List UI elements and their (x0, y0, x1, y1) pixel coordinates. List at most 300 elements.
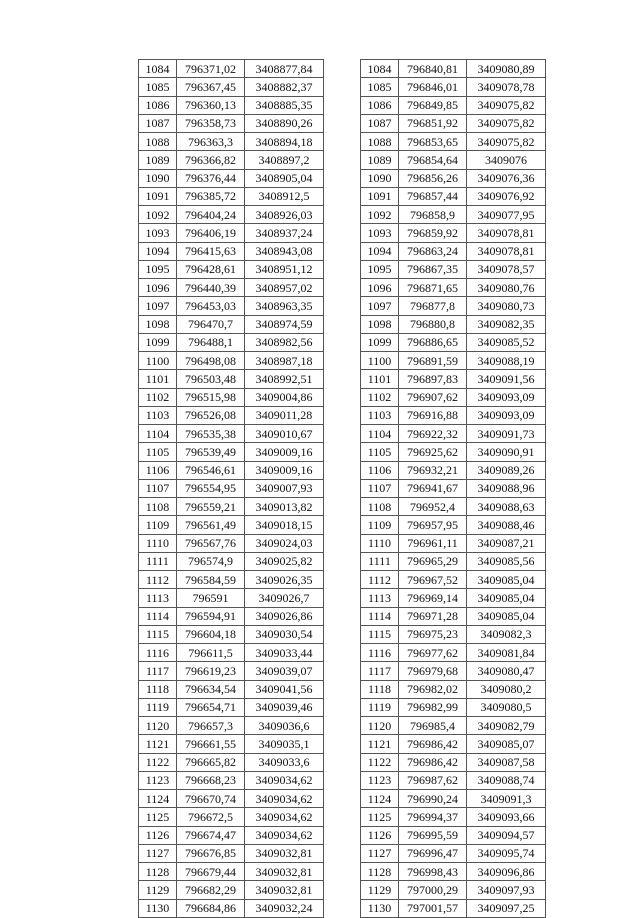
table-row (361, 808, 546, 826)
point-number-cell: 1130 (361, 899, 399, 917)
table-row (139, 461, 324, 479)
table-row (139, 534, 324, 552)
point-number-cell: 1088 (139, 133, 177, 151)
point-number-cell: 1109 (139, 516, 177, 534)
point-number-cell: 1100 (139, 352, 177, 370)
y-coordinate-cell: 3408937,24 (245, 224, 324, 242)
x-coordinate-cell: 796897,83 (399, 370, 467, 388)
table-row (139, 114, 324, 132)
y-coordinate-cell: 3409026,35 (245, 571, 324, 589)
x-coordinate-cell: 796859,92 (399, 224, 467, 242)
x-coordinate-cell: 796682,29 (177, 881, 245, 899)
table-row (139, 826, 324, 844)
x-coordinate-cell: 796567,76 (177, 534, 245, 552)
table-row (361, 169, 546, 187)
table-row (139, 78, 324, 96)
x-coordinate-cell: 796846,01 (399, 78, 467, 96)
table-row (139, 242, 324, 260)
coordinates-table-right (360, 59, 546, 918)
point-number-cell: 1089 (139, 151, 177, 169)
y-coordinate-cell: 3408963,35 (245, 297, 324, 315)
x-coordinate-cell: 796858,9 (399, 206, 467, 224)
point-number-cell: 1124 (361, 790, 399, 808)
point-number-cell: 1130 (139, 899, 177, 917)
point-number-cell: 1120 (139, 717, 177, 735)
y-coordinate-cell: 3409032,81 (245, 844, 324, 862)
x-coordinate-cell: 796851,92 (399, 114, 467, 132)
x-coordinate-cell: 796985,4 (399, 717, 467, 735)
table-row (361, 735, 546, 753)
y-coordinate-cell: 3409080,5 (467, 698, 546, 716)
table-row (361, 899, 546, 917)
x-coordinate-cell: 796561,49 (177, 516, 245, 534)
y-coordinate-cell: 3409085,04 (467, 589, 546, 607)
point-number-cell: 1112 (139, 571, 177, 589)
table-row (139, 589, 324, 607)
point-number-cell: 1102 (361, 388, 399, 406)
table-row (361, 881, 546, 899)
table-row (361, 498, 546, 516)
x-coordinate-cell: 796967,52 (399, 571, 467, 589)
point-number-cell: 1104 (361, 425, 399, 443)
y-coordinate-cell: 3409095,74 (467, 844, 546, 862)
point-number-cell: 1117 (139, 662, 177, 680)
table-row (139, 735, 324, 753)
x-coordinate-cell: 796385,72 (177, 187, 245, 205)
point-number-cell: 1128 (139, 863, 177, 881)
y-coordinate-cell: 3409094,57 (467, 826, 546, 844)
table-row (139, 863, 324, 881)
coordinates-table-left (138, 59, 324, 918)
y-coordinate-cell: 3408890,26 (245, 114, 324, 132)
table-row (361, 698, 546, 716)
table-row (361, 187, 546, 205)
x-coordinate-cell: 796886,65 (399, 333, 467, 351)
x-coordinate-cell: 797000,29 (399, 881, 467, 899)
y-coordinate-cell: 3409080,47 (467, 662, 546, 680)
y-coordinate-cell: 3409032,81 (245, 863, 324, 881)
y-coordinate-cell: 3409009,16 (245, 461, 324, 479)
y-coordinate-cell: 3409077,95 (467, 206, 546, 224)
point-number-cell: 1098 (361, 315, 399, 333)
point-number-cell: 1121 (361, 735, 399, 753)
point-number-cell: 1094 (361, 242, 399, 260)
point-number-cell: 1109 (361, 516, 399, 534)
y-coordinate-cell: 3409089,26 (467, 461, 546, 479)
point-number-cell: 1105 (361, 443, 399, 461)
y-coordinate-cell: 3408943,08 (245, 242, 324, 260)
table-row (139, 698, 324, 716)
x-coordinate-cell: 796367,45 (177, 78, 245, 96)
y-coordinate-cell: 3409093,09 (467, 388, 546, 406)
y-coordinate-cell: 3408882,37 (245, 78, 324, 96)
point-number-cell: 1085 (139, 78, 177, 96)
table-row (139, 151, 324, 169)
x-coordinate-cell: 796849,85 (399, 96, 467, 114)
point-number-cell: 1088 (361, 133, 399, 151)
point-number-cell: 1102 (139, 388, 177, 406)
y-coordinate-cell: 3408877,84 (245, 60, 324, 78)
table-row (139, 844, 324, 862)
point-number-cell: 1111 (139, 552, 177, 570)
y-coordinate-cell: 3409026,7 (245, 589, 324, 607)
point-number-cell: 1091 (361, 187, 399, 205)
table-row (139, 625, 324, 643)
x-coordinate-cell: 796415,63 (177, 242, 245, 260)
point-number-cell: 1101 (361, 370, 399, 388)
table-row (361, 863, 546, 881)
table-row (361, 260, 546, 278)
y-coordinate-cell: 3409075,82 (467, 114, 546, 132)
point-number-cell: 1103 (139, 406, 177, 424)
point-number-cell: 1093 (139, 224, 177, 242)
table-row (361, 644, 546, 662)
y-coordinate-cell: 3408987,18 (245, 352, 324, 370)
table-row (139, 771, 324, 789)
x-coordinate-cell: 796584,59 (177, 571, 245, 589)
x-coordinate-cell: 796634,54 (177, 680, 245, 698)
table-row (139, 406, 324, 424)
y-coordinate-cell: 3409076,92 (467, 187, 546, 205)
y-coordinate-cell: 3409010,67 (245, 425, 324, 443)
point-number-cell: 1117 (361, 662, 399, 680)
x-coordinate-cell: 796986,42 (399, 735, 467, 753)
table-row (361, 60, 546, 78)
point-number-cell: 1086 (139, 96, 177, 114)
table-row (139, 260, 324, 278)
x-coordinate-cell: 796982,99 (399, 698, 467, 716)
table-row (361, 297, 546, 315)
point-number-cell: 1127 (139, 844, 177, 862)
point-number-cell: 1127 (361, 844, 399, 862)
y-coordinate-cell: 3409080,2 (467, 680, 546, 698)
y-coordinate-cell: 3409097,93 (467, 881, 546, 899)
table-row (361, 151, 546, 169)
x-coordinate-cell: 796922,32 (399, 425, 467, 443)
x-coordinate-cell: 796916,88 (399, 406, 467, 424)
x-coordinate-cell: 796979,68 (399, 662, 467, 680)
y-coordinate-cell: 3409078,57 (467, 260, 546, 278)
point-number-cell: 1087 (361, 114, 399, 132)
point-number-cell: 1087 (139, 114, 177, 132)
x-coordinate-cell: 796880,8 (399, 315, 467, 333)
table-row (139, 297, 324, 315)
point-number-cell: 1119 (361, 698, 399, 716)
x-coordinate-cell: 796961,11 (399, 534, 467, 552)
table-row (139, 187, 324, 205)
y-coordinate-cell: 3409033,6 (245, 753, 324, 771)
point-number-cell: 1106 (361, 461, 399, 479)
x-coordinate-cell: 796363,3 (177, 133, 245, 151)
y-coordinate-cell: 3408974,59 (245, 315, 324, 333)
point-number-cell: 1108 (139, 498, 177, 516)
y-coordinate-cell: 3409075,82 (467, 96, 546, 114)
point-number-cell: 1114 (361, 607, 399, 625)
x-coordinate-cell: 796594,91 (177, 607, 245, 625)
y-coordinate-cell: 3409078,78 (467, 78, 546, 96)
x-coordinate-cell: 796376,44 (177, 169, 245, 187)
y-coordinate-cell: 3409088,46 (467, 516, 546, 534)
table-row (139, 644, 324, 662)
y-coordinate-cell: 3409034,62 (245, 771, 324, 789)
x-coordinate-cell: 796661,55 (177, 735, 245, 753)
table-row (361, 571, 546, 589)
x-coordinate-cell: 796854,64 (399, 151, 467, 169)
table-row (139, 552, 324, 570)
x-coordinate-cell: 796515,98 (177, 388, 245, 406)
table-row (139, 498, 324, 516)
table-row (139, 279, 324, 297)
y-coordinate-cell: 3408912,5 (245, 187, 324, 205)
y-coordinate-cell: 3409032,81 (245, 881, 324, 899)
x-coordinate-cell: 796990,24 (399, 790, 467, 808)
table-row (361, 78, 546, 96)
x-coordinate-cell: 796941,67 (399, 479, 467, 497)
point-number-cell: 1120 (361, 717, 399, 735)
y-coordinate-cell: 3408951,12 (245, 260, 324, 278)
x-coordinate-cell: 796877,8 (399, 297, 467, 315)
point-number-cell: 1115 (139, 625, 177, 643)
y-coordinate-cell: 3409096,86 (467, 863, 546, 881)
point-number-cell: 1110 (139, 534, 177, 552)
point-number-cell: 1092 (361, 206, 399, 224)
table-row (361, 534, 546, 552)
point-number-cell: 1090 (139, 169, 177, 187)
y-coordinate-cell: 3409076 (467, 151, 546, 169)
table-row (361, 425, 546, 443)
point-number-cell: 1108 (361, 498, 399, 516)
table-row (361, 206, 546, 224)
y-coordinate-cell: 3409085,56 (467, 552, 546, 570)
table-row (139, 808, 324, 826)
table-row (361, 352, 546, 370)
table-row (139, 790, 324, 808)
table-row (139, 717, 324, 735)
x-coordinate-cell: 796863,24 (399, 242, 467, 260)
point-number-cell: 1118 (361, 680, 399, 698)
point-number-cell: 1116 (139, 644, 177, 662)
point-number-cell: 1115 (361, 625, 399, 643)
y-coordinate-cell: 3409034,62 (245, 826, 324, 844)
x-coordinate-cell: 796995,59 (399, 826, 467, 844)
x-coordinate-cell: 796470,7 (177, 315, 245, 333)
y-coordinate-cell: 3409030,54 (245, 625, 324, 643)
table-row (139, 60, 324, 78)
x-coordinate-cell: 796907,62 (399, 388, 467, 406)
x-coordinate-cell: 796952,4 (399, 498, 467, 516)
table-row (139, 388, 324, 406)
x-coordinate-cell: 796969,14 (399, 589, 467, 607)
table-row (139, 753, 324, 771)
table-row (139, 607, 324, 625)
y-coordinate-cell: 3409088,96 (467, 479, 546, 497)
y-coordinate-cell: 3409085,07 (467, 735, 546, 753)
x-coordinate-cell: 796498,08 (177, 352, 245, 370)
y-coordinate-cell: 3409088,63 (467, 498, 546, 516)
point-number-cell: 1105 (139, 443, 177, 461)
point-number-cell: 1112 (361, 571, 399, 589)
table-row (361, 406, 546, 424)
table-row (139, 352, 324, 370)
x-coordinate-cell: 796676,85 (177, 844, 245, 862)
point-number-cell: 1084 (139, 60, 177, 78)
table-row (139, 133, 324, 151)
point-number-cell: 1101 (139, 370, 177, 388)
point-number-cell: 1122 (361, 753, 399, 771)
x-coordinate-cell: 796604,18 (177, 625, 245, 643)
y-coordinate-cell: 3409082,35 (467, 315, 546, 333)
y-coordinate-cell: 3409041,56 (245, 680, 324, 698)
y-coordinate-cell: 3409078,81 (467, 242, 546, 260)
y-coordinate-cell: 3409036,6 (245, 717, 324, 735)
x-coordinate-cell: 796998,43 (399, 863, 467, 881)
y-coordinate-cell: 3409080,76 (467, 279, 546, 297)
point-number-cell: 1119 (139, 698, 177, 716)
table-row (139, 443, 324, 461)
point-number-cell: 1123 (139, 771, 177, 789)
table-row (361, 662, 546, 680)
y-coordinate-cell: 3408897,2 (245, 151, 324, 169)
table-row (361, 826, 546, 844)
y-coordinate-cell: 3409034,62 (245, 808, 324, 826)
x-coordinate-cell: 796670,74 (177, 790, 245, 808)
table-row (361, 680, 546, 698)
point-number-cell: 1107 (139, 479, 177, 497)
table-row (361, 315, 546, 333)
y-coordinate-cell: 3409087,21 (467, 534, 546, 552)
point-number-cell: 1092 (139, 206, 177, 224)
table-row (361, 461, 546, 479)
point-number-cell: 1095 (139, 260, 177, 278)
table-row (139, 899, 324, 917)
y-coordinate-cell: 3409090,91 (467, 443, 546, 461)
point-number-cell: 1106 (139, 461, 177, 479)
point-number-cell: 1099 (139, 333, 177, 351)
table-row (361, 479, 546, 497)
table-row (361, 388, 546, 406)
table-row (139, 370, 324, 388)
x-coordinate-cell: 796986,42 (399, 753, 467, 771)
table-row (361, 589, 546, 607)
table-row (361, 790, 546, 808)
point-number-cell: 1098 (139, 315, 177, 333)
x-coordinate-cell: 796428,61 (177, 260, 245, 278)
point-number-cell: 1097 (139, 297, 177, 315)
y-coordinate-cell: 3409032,24 (245, 899, 324, 917)
x-coordinate-cell: 796925,62 (399, 443, 467, 461)
x-coordinate-cell: 796406,19 (177, 224, 245, 242)
x-coordinate-cell: 796654,71 (177, 698, 245, 716)
point-number-cell: 1122 (139, 753, 177, 771)
x-coordinate-cell: 796366,82 (177, 151, 245, 169)
y-coordinate-cell: 3409087,58 (467, 753, 546, 771)
y-coordinate-cell: 3409013,82 (245, 498, 324, 516)
point-number-cell: 1126 (361, 826, 399, 844)
point-number-cell: 1114 (139, 607, 177, 625)
x-coordinate-cell: 796856,26 (399, 169, 467, 187)
table-row (361, 96, 546, 114)
point-number-cell: 1100 (361, 352, 399, 370)
y-coordinate-cell: 3409080,73 (467, 297, 546, 315)
y-coordinate-cell: 3409033,44 (245, 644, 324, 662)
point-number-cell: 1096 (139, 279, 177, 297)
x-coordinate-cell: 796853,65 (399, 133, 467, 151)
x-coordinate-cell: 796975,23 (399, 625, 467, 643)
y-coordinate-cell: 3409082,3 (467, 625, 546, 643)
table-row (361, 370, 546, 388)
x-coordinate-cell: 796535,38 (177, 425, 245, 443)
table-row (361, 224, 546, 242)
x-coordinate-cell: 796619,23 (177, 662, 245, 680)
y-coordinate-cell: 3409024,03 (245, 534, 324, 552)
y-coordinate-cell: 3409039,46 (245, 698, 324, 716)
y-coordinate-cell: 3409026,86 (245, 607, 324, 625)
x-coordinate-cell: 796994,37 (399, 808, 467, 826)
x-coordinate-cell: 796971,28 (399, 607, 467, 625)
y-coordinate-cell: 3409085,04 (467, 571, 546, 589)
y-coordinate-cell: 3408992,51 (245, 370, 324, 388)
x-coordinate-cell: 796574,9 (177, 552, 245, 570)
table-row (139, 333, 324, 351)
y-coordinate-cell: 3409076,36 (467, 169, 546, 187)
y-coordinate-cell: 3409034,62 (245, 790, 324, 808)
y-coordinate-cell: 3409085,52 (467, 333, 546, 351)
y-coordinate-cell: 3409091,73 (467, 425, 546, 443)
table-row (139, 479, 324, 497)
table-row (361, 114, 546, 132)
point-number-cell: 1104 (139, 425, 177, 443)
table-row (361, 552, 546, 570)
y-coordinate-cell: 3409082,79 (467, 717, 546, 735)
table-row (361, 443, 546, 461)
y-coordinate-cell: 3409085,04 (467, 607, 546, 625)
table-row (139, 571, 324, 589)
point-number-cell: 1129 (361, 881, 399, 899)
point-number-cell: 1095 (361, 260, 399, 278)
table-row (139, 662, 324, 680)
x-coordinate-cell: 796982,02 (399, 680, 467, 698)
x-coordinate-cell: 796867,35 (399, 260, 467, 278)
x-coordinate-cell: 796871,65 (399, 279, 467, 297)
x-coordinate-cell: 796891,59 (399, 352, 467, 370)
point-number-cell: 1084 (361, 60, 399, 78)
table-row (361, 607, 546, 625)
y-coordinate-cell: 3409011,28 (245, 406, 324, 424)
point-number-cell: 1107 (361, 479, 399, 497)
y-coordinate-cell: 3409091,3 (467, 790, 546, 808)
point-number-cell: 1123 (361, 771, 399, 789)
x-coordinate-cell: 796440,39 (177, 279, 245, 297)
x-coordinate-cell: 796674,47 (177, 826, 245, 844)
y-coordinate-cell: 3409007,93 (245, 479, 324, 497)
x-coordinate-cell: 796657,3 (177, 717, 245, 735)
y-coordinate-cell: 3408982,56 (245, 333, 324, 351)
x-coordinate-cell: 796987,62 (399, 771, 467, 789)
x-coordinate-cell: 796539,49 (177, 443, 245, 461)
point-number-cell: 1091 (139, 187, 177, 205)
point-number-cell: 1124 (139, 790, 177, 808)
point-number-cell: 1128 (361, 863, 399, 881)
x-coordinate-cell: 796360,13 (177, 96, 245, 114)
y-coordinate-cell: 3409080,89 (467, 60, 546, 78)
table-row (139, 516, 324, 534)
y-coordinate-cell: 3409093,66 (467, 808, 546, 826)
table-row (361, 753, 546, 771)
table-row (361, 844, 546, 862)
y-coordinate-cell: 3409009,16 (245, 443, 324, 461)
x-coordinate-cell: 796559,21 (177, 498, 245, 516)
y-coordinate-cell: 3408885,35 (245, 96, 324, 114)
